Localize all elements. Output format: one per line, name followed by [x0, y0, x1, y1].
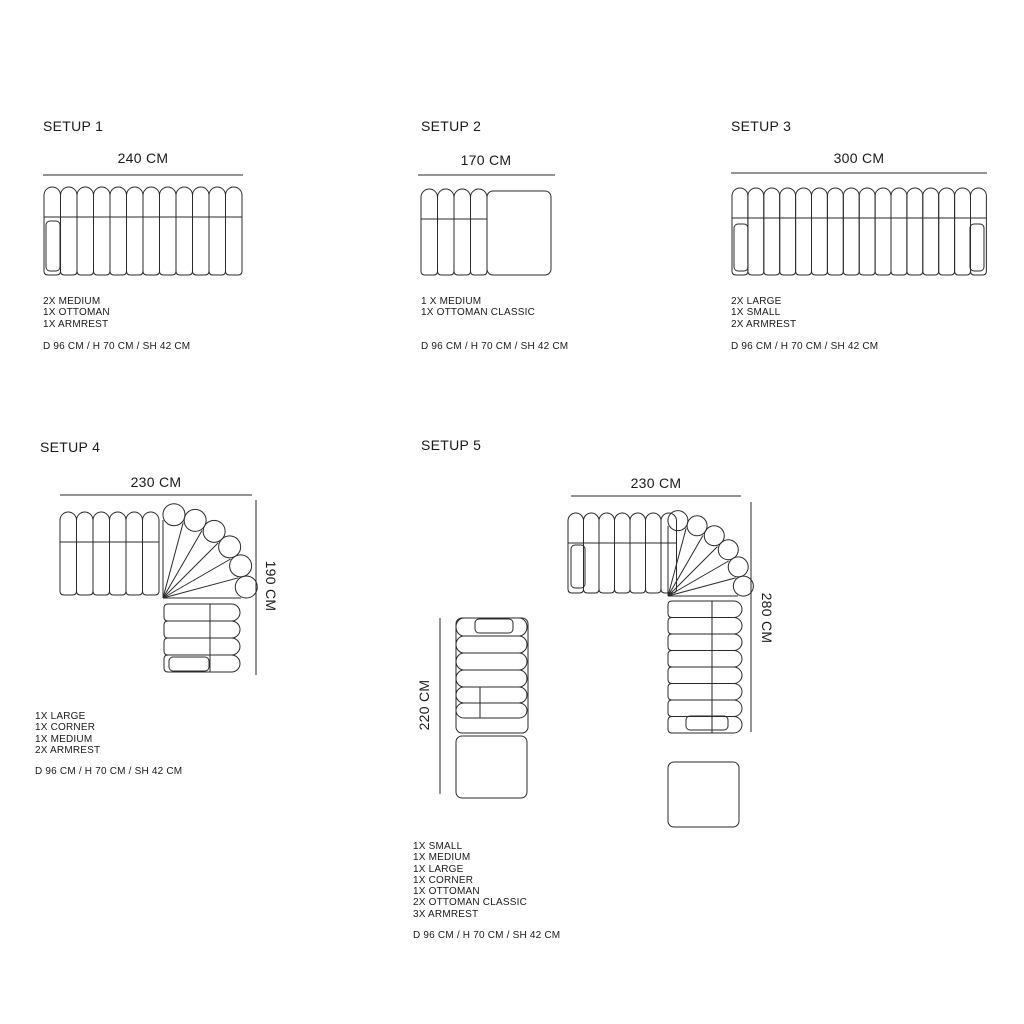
setup-4-measurements: D 96 CM / H 70 CM / SH 42 CM — [35, 766, 183, 777]
ottoman-classic — [487, 191, 551, 275]
setup-2-sofa-drawing — [418, 175, 555, 275]
setup-1-width-label: 240 CM — [117, 150, 169, 166]
corner-cushion — [687, 516, 707, 536]
ottoman-classic — [456, 736, 527, 798]
cushion — [438, 189, 455, 275]
cushion — [176, 187, 193, 275]
setup-1-title: SETUP 1 — [43, 118, 104, 134]
cushion — [668, 618, 742, 635]
corner-cushion — [163, 504, 185, 526]
corner-cushion — [219, 536, 241, 558]
list-item: 3X ARMREST — [413, 908, 479, 920]
setup-5-sofa-drawing — [440, 496, 753, 827]
cushion — [421, 189, 438, 275]
list-item: 1X CORNER — [413, 874, 474, 886]
cushion — [599, 513, 615, 593]
cushion — [127, 187, 144, 275]
setup-3-title: SETUP 3 — [731, 118, 792, 134]
cushion — [110, 512, 127, 595]
cushion — [454, 189, 471, 275]
setup-1-sofa-drawing — [43, 175, 243, 275]
setup-5-item-list — [413, 841, 527, 920]
cushion — [843, 188, 859, 275]
list-item: 1X MEDIUM — [413, 852, 471, 864]
list-item: 1X MEDIUM — [35, 733, 93, 745]
list-item: 1X OTTOMAN — [43, 307, 110, 319]
list-item: 1X OTTOMAN CLASSIC — [421, 307, 535, 319]
cushion — [907, 188, 923, 275]
list-item: 2X ARMREST — [35, 744, 101, 756]
cushion — [456, 653, 527, 670]
setup-5-measurements: D 96 CM / H 70 CM / SH 42 CM — [413, 930, 561, 941]
armrest — [970, 224, 984, 271]
cushion — [143, 187, 160, 275]
cushion — [955, 188, 971, 275]
setup-3-width-label: 300 CM — [833, 150, 885, 166]
armrest — [686, 716, 728, 730]
cushion — [126, 512, 143, 595]
cushion — [456, 636, 527, 653]
list-item: 2X MEDIUM — [43, 296, 101, 307]
corner-seam — [163, 523, 183, 598]
cushion — [164, 621, 240, 638]
setup-4-width-label: 230 CM — [130, 474, 182, 490]
cushion — [780, 188, 796, 275]
cushion — [796, 188, 812, 275]
setup-2-measurements: D 96 CM / H 70 CM / SH 42 CM — [421, 341, 569, 352]
cushion — [209, 187, 226, 275]
cushion — [859, 188, 875, 275]
corner-cushion — [230, 555, 252, 577]
armrest — [169, 657, 209, 671]
list-item: 2X LARGE — [731, 296, 782, 307]
cushion — [764, 188, 780, 275]
corner-cushion — [718, 540, 738, 560]
cushion — [77, 187, 94, 275]
cushion — [668, 601, 742, 618]
cushion — [160, 187, 177, 275]
setup-4-title: SETUP 4 — [40, 439, 101, 455]
corner-seam — [668, 578, 736, 596]
cushion — [164, 604, 240, 621]
list-item: 1X SMALL — [413, 841, 463, 852]
list-item: 1X SMALL — [731, 307, 781, 319]
setup-3-measurements: D 96 CM / H 70 CM / SH 42 CM — [731, 341, 879, 352]
cushion — [226, 187, 243, 275]
cushion — [891, 188, 907, 275]
armrest — [734, 224, 748, 271]
list-item: 2X OTTOMAN CLASSIC — [413, 897, 527, 909]
corner-cushion — [728, 557, 748, 577]
setup-5-depth-label: 280 CM — [759, 592, 775, 644]
module-outline — [456, 618, 528, 733]
cushion — [93, 512, 110, 595]
list-item: 1X LARGE — [35, 711, 86, 722]
cushion — [875, 188, 891, 275]
cushion — [668, 651, 742, 668]
setup-5-width-label: 230 CM — [630, 475, 682, 491]
cushion — [827, 188, 843, 275]
cushion — [164, 655, 240, 672]
cushion — [143, 512, 160, 595]
setup-4-item-list — [35, 711, 100, 756]
cushion — [668, 634, 742, 651]
ottoman-classic — [668, 762, 739, 827]
armrest — [46, 221, 60, 271]
cushion — [60, 512, 77, 595]
setup-4-depth-label: 190 CM — [263, 560, 279, 612]
cushion — [584, 513, 600, 593]
cushion — [748, 188, 764, 275]
setup-3-item-list — [731, 296, 796, 330]
cushion — [668, 667, 742, 684]
setup-5-left-depth-label: 220 CM — [416, 679, 432, 731]
setup-2-width-label: 170 CM — [460, 152, 512, 168]
list-item: 1 X MEDIUM — [421, 296, 482, 307]
setup-1-item-list — [43, 296, 110, 330]
cushion — [456, 687, 527, 703]
cushion — [923, 188, 939, 275]
cushion — [568, 513, 584, 593]
list-item: 1X ARMREST — [43, 318, 109, 330]
armrest — [475, 619, 513, 633]
cushion — [471, 189, 488, 275]
cushion — [193, 187, 210, 275]
setup-3-sofa-drawing — [731, 173, 987, 275]
cushion — [668, 684, 742, 701]
cushion — [164, 638, 240, 655]
cushion — [61, 187, 78, 275]
corner-cushion — [733, 576, 753, 596]
list-item: 1X LARGE — [413, 863, 464, 875]
cushion — [615, 513, 631, 593]
cushion — [77, 512, 94, 595]
cushion — [110, 187, 127, 275]
list-item: 1X OTTOMAN — [413, 886, 480, 898]
setup-2-title: SETUP 2 — [421, 118, 482, 134]
setup-1-measurements: D 96 CM / H 70 CM / SH 42 CM — [43, 341, 191, 352]
corner-cushion — [668, 511, 688, 531]
cushion — [646, 513, 662, 593]
cushion — [668, 717, 742, 734]
list-item: 1X CORNER — [35, 722, 96, 734]
cushion — [812, 188, 828, 275]
corner-cushion — [235, 576, 257, 598]
cushion — [456, 670, 527, 687]
cushion — [94, 187, 111, 275]
setup-2-item-list — [421, 296, 535, 319]
corner-cushion — [184, 509, 206, 531]
corner-seam — [668, 528, 686, 596]
cushion — [668, 700, 742, 717]
list-item: 2X ARMREST — [731, 318, 797, 330]
corner-seam — [163, 578, 238, 598]
cushion — [456, 703, 527, 718]
armrest — [571, 545, 585, 588]
cushion — [630, 513, 646, 593]
setup-4-sofa-drawing — [60, 495, 257, 675]
setup-5-title: SETUP 5 — [421, 437, 482, 453]
cushion — [939, 188, 955, 275]
